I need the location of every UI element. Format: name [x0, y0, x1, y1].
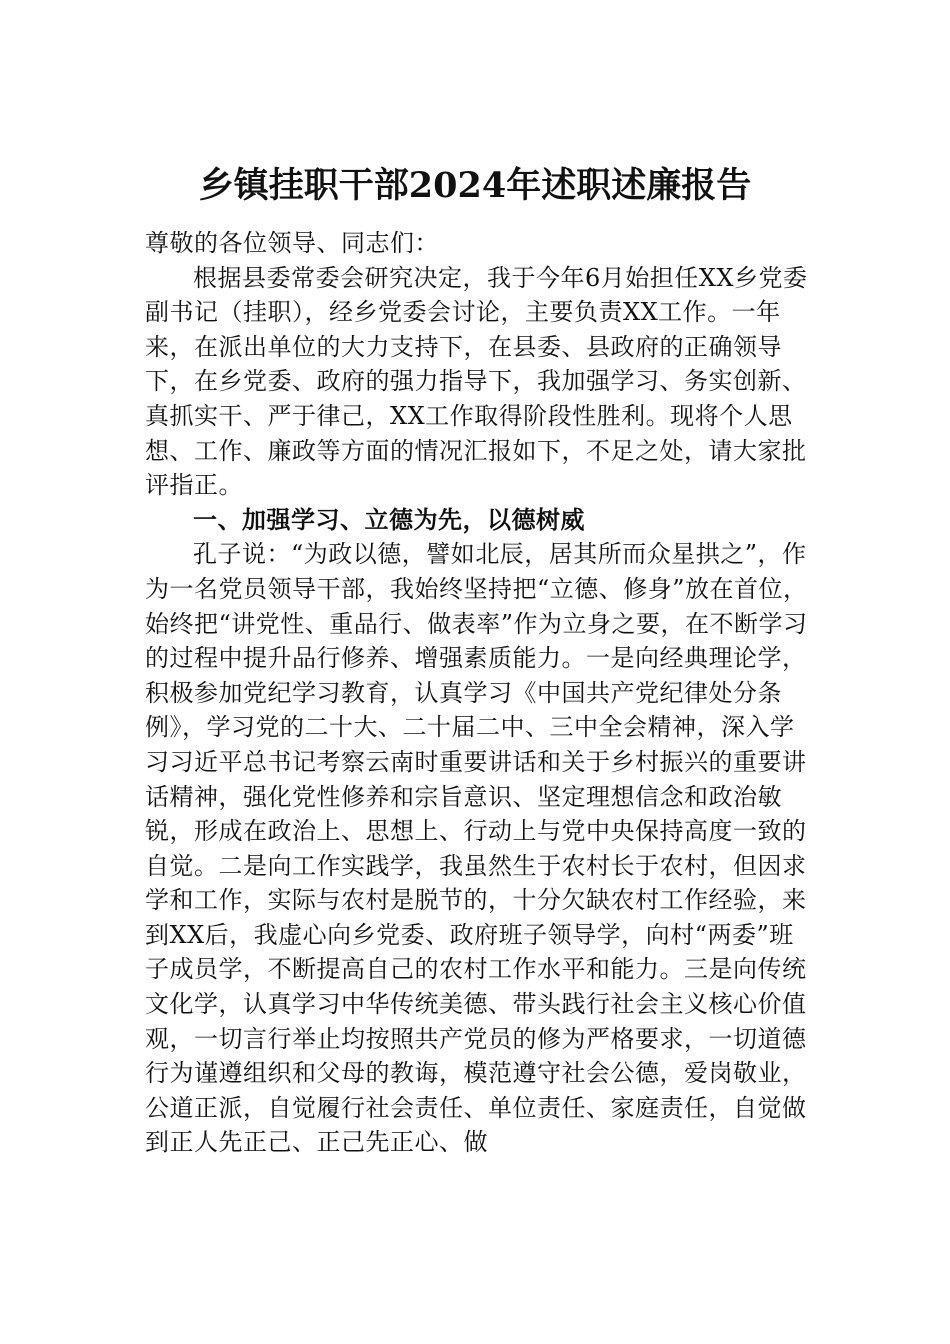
section-heading-1: 一、加强学习、立德为先，以德树威	[193, 505, 585, 534]
document-title: 乡镇挂职干部2024年述职述廉报告	[198, 165, 752, 206]
salutation: 尊敬的各位领导、同志们：	[145, 229, 439, 257]
document-body	[145, 226, 808, 1160]
section-1-paragraph: 孔子说：“为政以德，譬如北辰，居其所而众星拱之”，作为一名党员领导干部，我始终坚持把“立德、修身”放在首位，始终把“讲党性、重品行、做表率”作为立身之要，在不断学习的过程中提升品行修养、增强素质能力。一是向经典理论学，积极参加党纪学习教育，认真学习《中国共产党纪律处分条例》，学习党的二十大、二十届二中、三中全会精神，深入学习习近平总书记考察云南时重要讲话和关于乡村振兴的重要讲话精神，强化党性修养和宗旨意识、坚定理想信念和政治敏锐，形成在政治上、思想上、行动上与党中央保持高度一致的自觉。二是向工作实践学，我虽然生于农村长于农村，但因求学和工作，实际与农村是脱节的，十分欠缺农村工作经验，来到XX后，我虚心向乡党委、政府班子领导学，向村“两委”班子成员学，不断提高自己的农村工作水平和能力。三是向传统文化学，认真学习中华传统美德、带头践行社会主义核心价值观，一切言行举止均按照共产党员的修为严格要求，一切道德行为谨遵组织和父母的教诲，模范遵守社会公德，爱岗敬业，公道正派，自觉履行社会责任、单位责任、家庭责任，自觉做到正人先正己、正己先正心、做	[145, 540, 808, 1157]
intro-paragraph: 根据县委常委会研究决定，我于今年6月始担任XX乡党委副书记（挂职），经乡党委会讨论，主要负责XX工作。一年来，在派出单位的大力支持下，在县委、县政府的正确领导下，在乡党委、政府的强力指导下，我加强学习、务实创新、真抓实干、严于律己，XX工作取得阶段性胜利。现将个人思想、工作、廉政等方面的情况汇报如下，不足之处，请大家批评指正。	[145, 263, 808, 500]
